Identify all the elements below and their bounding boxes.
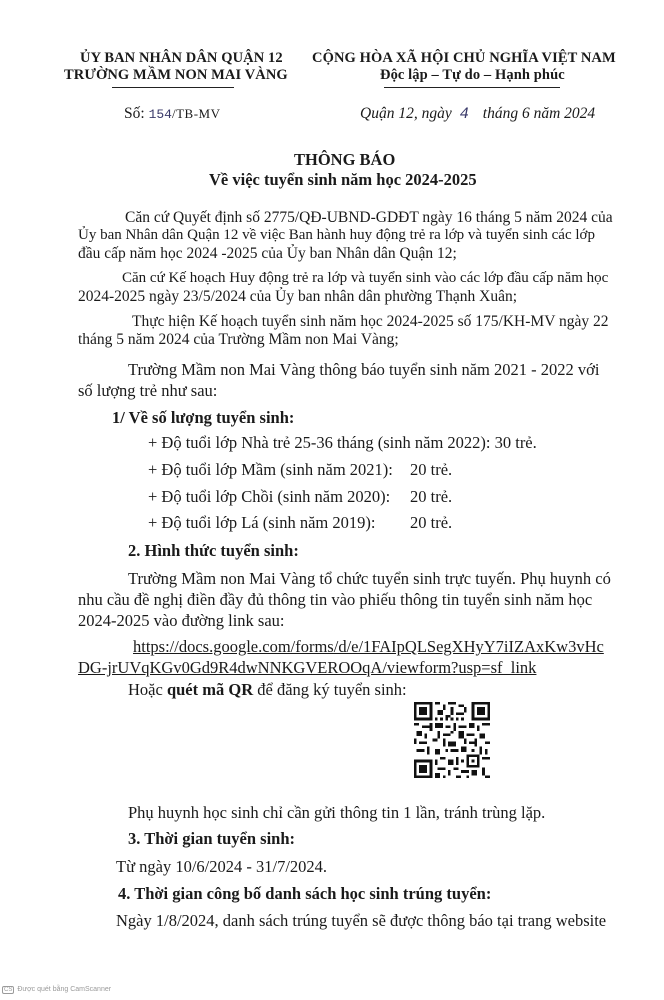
qr-instruction — [128, 680, 407, 700]
date-suffix: tháng 6 năm 2024 — [482, 105, 596, 122]
section-3-heading: 3. Thời gian tuyển sinh: — [128, 829, 296, 848]
preamble-1-line-1: Căn cứ Quyết định số 2775/QĐ-UBND-GDĐT ngày 16 tháng 5 năm 2024 của — [125, 209, 613, 226]
quota-item-nursery: + Độ tuổi lớp Nhà trẻ 25-36 tháng (sinh năm 2022): 30 trẻ. — [148, 433, 537, 452]
registration-link-line-1[interactable]: https://docs.google.com/forms/d/e/1FAIpQLSegXHyY7iIZAxKw3vHc — [133, 637, 604, 656]
qr-instruction-prefix: Hoặc — [128, 680, 163, 699]
section-2-heading: 2. Hình thức tuyển sinh: — [128, 541, 299, 560]
quota-item-la-count: 20 trẻ. — [410, 513, 453, 532]
country-name: CỘNG HÒA XÃ HỘI CHỦ NGHĨA VIỆT NAM — [312, 50, 616, 66]
preamble-2-line-1: Căn cứ Kế hoạch Huy động trẻ ra lớp và tuyển sinh vào các lớp đầu cấp năm học — [122, 270, 609, 286]
qr-code-graphic — [414, 701, 490, 779]
section-2-line-2: nhu cầu đề nghị điền đầy đủ thông tin vào phiếu thông tin tuyển sinh năm học — [78, 590, 593, 609]
section-2-line-1: Trường Mầm non Mai Vàng tổ chức tuyển sinh trực tuyến. Phụ huynh có — [128, 569, 611, 588]
number-prefix: Số: — [124, 105, 145, 122]
intro-line-1: Trường Mầm non Mai Vàng thông báo tuyển sinh năm 2021 - 2022 với — [128, 360, 600, 379]
camscanner-badge: CS — [4, 987, 13, 993]
qr-instruction-suffix: để đăng ký tuyển sinh: — [257, 680, 407, 699]
quota-item-mam-count: 20 trẻ. — [410, 460, 453, 479]
agency-name: ỦY BAN NHÂN DÂN QUẬN 12 — [80, 50, 283, 66]
document-number — [124, 105, 220, 123]
quota-item-mam-label: + Độ tuổi lớp Mầm (sinh năm 2021): — [148, 460, 393, 479]
preamble-1-line-2: Ủy ban Nhân dân Quận 12 về việc Ban hành huy động trẻ ra lớp và tuyển sinh các lớp — [78, 227, 595, 243]
intro-line-2: số lượng trẻ như sau: — [78, 381, 218, 400]
quota-item-choi-count: 20 trẻ. — [410, 487, 453, 506]
registration-link-line-2[interactable]: DG-jrUVqKGv0Gd9R4dwNNKGVEROOqA/viewform?usp=sf_link — [78, 658, 537, 677]
number-handwritten: 154 — [148, 107, 172, 122]
preamble-3-line-1: Thực hiện Kế hoạch tuyển sinh năm học 2024-2025 số 175/KH-MV ngày 22 — [132, 313, 609, 330]
motto: Độc lập – Tự do – Hạnh phúc — [380, 67, 565, 83]
date-day: 4 — [459, 105, 469, 123]
document-title: THÔNG BÁO — [294, 150, 396, 169]
preamble-3-line-2: tháng 5 năm 2024 của Trường Mầm non Mai Vàng; — [78, 331, 399, 348]
quota-item-choi-label: + Độ tuổi lớp Chồi (sinh năm 2020): — [148, 487, 391, 506]
preamble-1-line-3: đầu cấp năm học 2024 -2025 của Ủy ban Nhân dân Quận 12; — [78, 245, 457, 262]
document-subtitle: Về việc tuyển sinh năm học 2024-2025 — [209, 170, 477, 189]
section-2-line-3: 2024-2025 vào đường link sau: — [78, 611, 285, 630]
school-name: TRƯỜNG MẦM NON MAI VÀNG — [64, 67, 288, 83]
header-right-rule — [384, 87, 560, 88]
section-4-heading: 4. Thời gian công bố danh sách học sinh trúng tuyển: — [118, 884, 492, 903]
document-date — [360, 105, 595, 123]
header-left-rule — [112, 87, 234, 88]
number-suffix: /TB-MV — [171, 106, 221, 121]
quota-item-la-label: + Độ tuổi lớp Lá (sinh năm 2019): — [148, 513, 376, 532]
section-3-text: Từ ngày 10/6/2024 - 31/7/2024. — [116, 857, 328, 876]
preamble-2-line-2: 2024-2025 ngày 23/5/2024 của Ủy ban nhân dân phường Thạnh Xuân; — [78, 288, 518, 305]
qr-instruction-bold: quét mã QR — [166, 680, 254, 699]
camscanner-icon — [2, 986, 111, 994]
date-prefix: Quận 12, ngày — [360, 105, 452, 122]
camscanner-text: Được quét bằng CamScanner — [17, 986, 112, 993]
qr-code-icon[interactable] — [414, 701, 490, 779]
section-1-heading: 1/ Về số lượng tuyển sinh: — [112, 408, 295, 427]
section-4-text: Ngày 1/8/2024, danh sách trúng tuyển sẽ được thông báo tại trang website — [116, 911, 607, 930]
single-submission-note: Phụ huynh học sinh chỉ cần gửi thông tin 1 lần, tránh trùng lặp. — [128, 803, 546, 822]
